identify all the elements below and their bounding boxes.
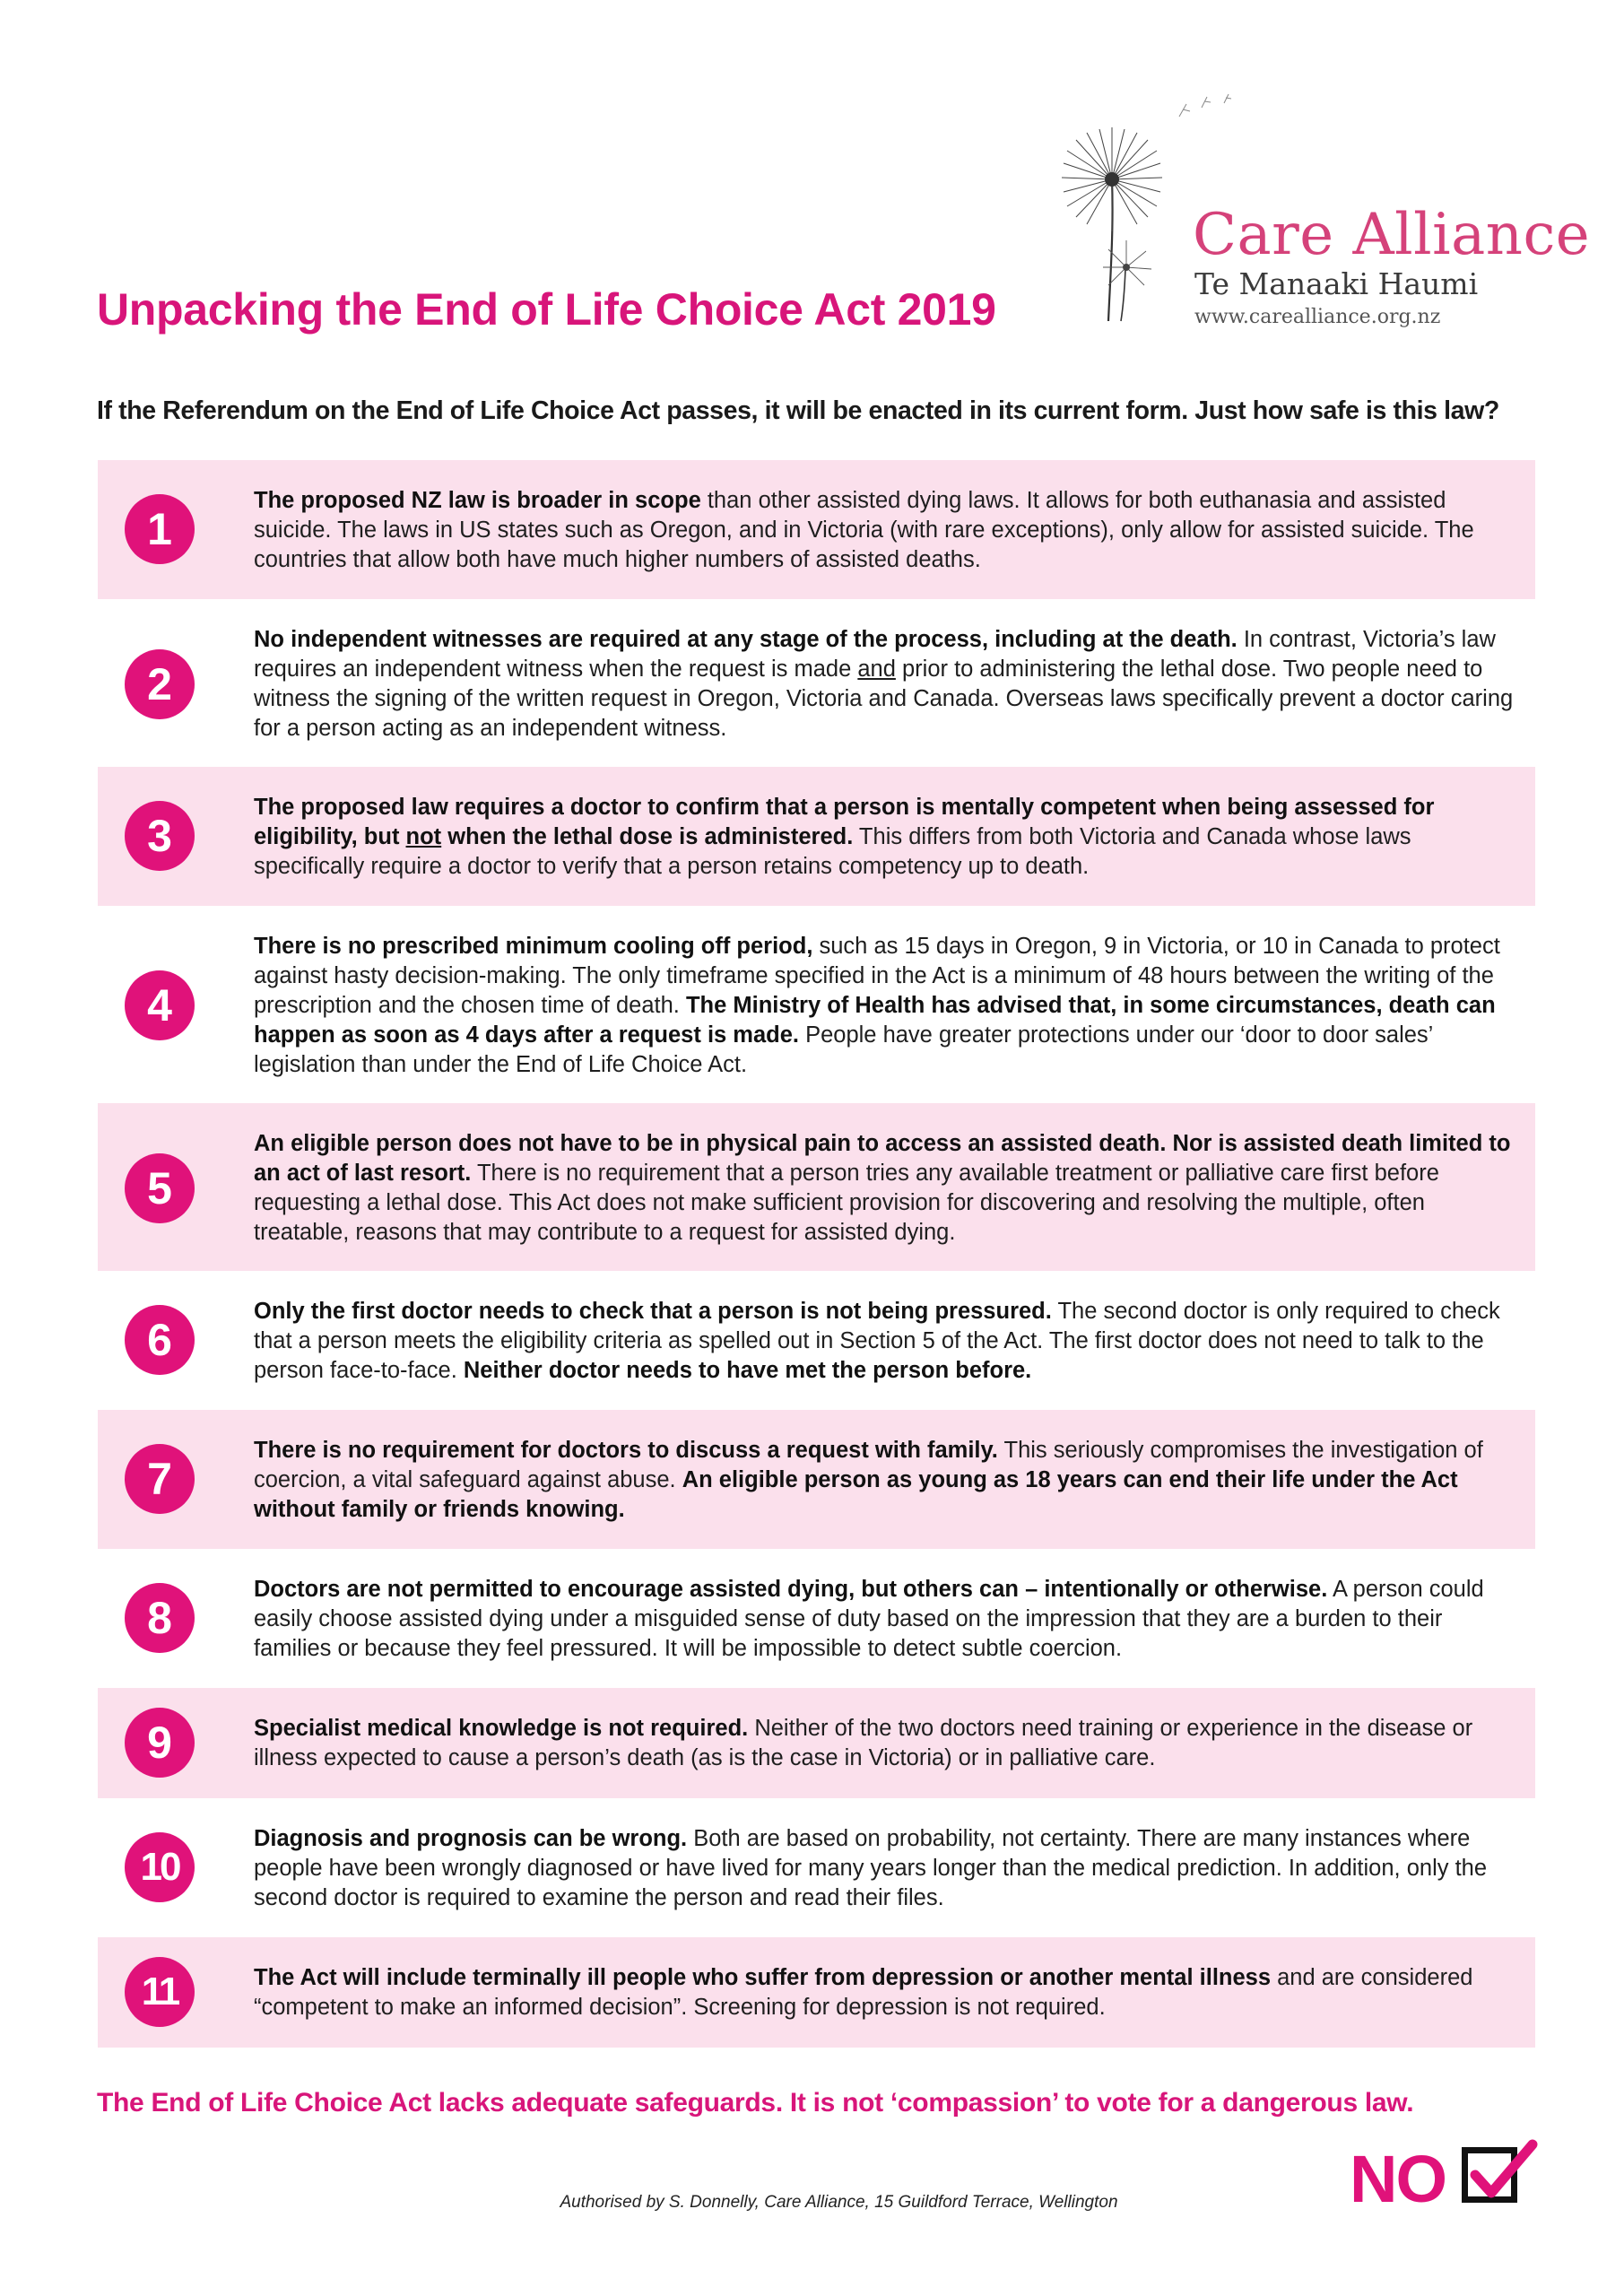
bold-text: The Act will include terminally ill people who suffer from depression or another mental illness [254,1965,1272,1990]
page-title: Unpacking the End of Life Choice Act 2019 [97,284,996,335]
care-alliance-logo [1058,81,1591,332]
bold-text: The Ministry of Health has advised that, in some circumstances, death can happen as soon as 4 days after a request is made. [254,993,1496,1048]
list-item [98,1798,1535,1937]
underlined-text: and [857,657,896,682]
item-text [254,1963,1514,2022]
plain-text: A person could easily choose assisted dying under a misguided sense of duty based on the impression that they are a burden to their families or because they feel pressured. It will be impossible to detect subtle coercion. [254,1577,1484,1661]
conclusion-statement: The End of Life Choice Act lacks adequate safeguards. It is not ‘compassion’ to vote for a dangerous law. [97,2088,1414,2118]
item-number-badge: 6 [125,1305,195,1375]
list-item [98,1410,1535,1549]
bold-underlined-text: not [405,824,442,849]
list-item [98,599,1535,767]
bold-text: There is no requirement for doctors to discuss a request with family. [254,1438,998,1463]
item-number-badge: 1 [125,494,195,564]
plain-text: than other assisted dying laws. It allows for both euthanasia and assisted suicide. The laws in US states such as Oregon, and in Victoria (with rare exceptions), only allow for assisted suicide. The countries that allow both have much higher numbers of assisted deaths. [254,488,1474,572]
list-item [98,1937,1535,2048]
plain-text: This differs from both Victoria and Canada whose laws specifically require a doctor to verify that a person retains competency up to death. [254,824,1411,879]
plain-text: The second doctor is only required to check that a person meets the eligibility criteria as spelled out in Section 5 of the Act. The first doctor does not need to talk to the person face-to-face. [254,1299,1500,1383]
bold-text: Neither doctor needs to have met the person before. [463,1358,1032,1383]
plain-text: such as 15 days in Oregon, 9 in Victoria, or 10 in Canada to protect against hasty decision-making. The only timeframe specified in the Act is a minimum of 48 hours between the writing of the prescription and the chosen time of death. [254,934,1500,1018]
bold-text: Specialist medical knowledge is not required. [254,1716,749,1741]
bold-text: Doctors are not permitted to encourage assisted dying, but others can – intentionally or otherwise. [254,1577,1328,1602]
plain-text: and are considered “competent to make an informed decision”. Screening for depression is not required. [254,1965,1473,2020]
item-number-badge: 11 [125,1957,195,2027]
item-text [254,1714,1514,1773]
item-text [254,1824,1514,1913]
plain-text: In contrast, Victoria’s law requires an independent witness when the request is made [254,627,1496,682]
bold-text: The proposed law requires a doctor to confirm that a person is mentally competent when being assessed for eligibility, but [254,795,1435,849]
item-number-badge: 3 [125,801,195,871]
logo-name: Care Alliance [1193,202,1591,268]
item-number-badge: 10 [125,1832,195,1902]
list-item [98,906,1535,1103]
item-number-badge: 9 [125,1708,195,1778]
logo-url: www.carealliance.org.nz [1194,306,1441,328]
item-text [254,1129,1514,1248]
list-item [98,460,1535,599]
bold-text: The proposed NZ law is broader in scope [254,488,701,513]
list-item [98,1271,1535,1410]
list-item [98,1103,1535,1271]
authorisation-footer: Authorised by S. Donnelly, Care Alliance, 15 Guildford Terrace, Wellington [560,2193,1118,2212]
item-number-badge: 8 [125,1583,195,1653]
bold-text: There is no prescribed minimum cooling off period, [254,934,813,959]
plain-text: prior to administering the lethal dose. Two people need to witness the signing of the written request in Oregon, Victoria and Canada. Overseas laws specifically prevent a doctor caring for a person acting as an independent witness. [254,657,1514,741]
plain-text: People have greater protections under our ‘door to door sales’ legislation than under the End of Life Choice Act. [254,1022,1433,1077]
item-text [254,1436,1514,1525]
list-item [98,1688,1535,1798]
bold-text: Diagnosis and prognosis can be wrong. [254,1826,688,1851]
plain-text: There is no requirement that a person tries any available treatment or palliative care first before requesting a lethal dose. This Act does not make sufficient provision for discovering and resolving the multiple, often treatable, reasons that may contribute to a request for assisted dying. [254,1161,1439,1245]
logo-subtitle: Te Manaaki Haumi [1194,266,1479,301]
item-number-badge: 7 [125,1444,195,1514]
item-number-badge: 5 [125,1153,195,1223]
item-number-badge: 4 [125,970,195,1040]
item-text [254,793,1514,882]
item-text [254,625,1514,744]
item-text [254,1575,1514,1664]
list-item [98,767,1535,906]
plain-text: Neither of the two doctors need training or experience in the disease or illness expected to cause a person’s death (as is the case in Victoria) or in palliative care. [254,1716,1473,1770]
bold-text: Only the first doctor needs to check that a person is not being pressured. [254,1299,1052,1324]
plain-text: Both are based on probability, not certainty. There are many instances where people have been wrongly diagnosed or have lived for many years longer than the medical prediction. In addition, only the second doctor is required to examine the person and read their files. [254,1826,1488,1910]
bold-text: No independent witnesses are required at any stage of the process, including at the death. [254,627,1238,652]
list-item [98,1549,1535,1688]
item-text [254,486,1514,575]
intro-question: If the Referendum on the End of Life Choice Act passes, it will be enacted in its current form. Just how safe is this law? [97,396,1499,425]
bold-text: An eligible person does not have to be in physical pain to access an assisted death. Nor is assisted death limited to an act of last resort. [254,1131,1511,1186]
bold-text: when the lethal dose is administered. [441,824,854,849]
vote-no-label: NO [1350,2142,1446,2216]
item-number-badge: 2 [125,649,195,719]
bold-text: An eligible person as young as 18 years can end their life under the Act without family or friends knowing. [254,1467,1458,1522]
item-text [254,1297,1514,1386]
plain-text: This seriously compromises the investigation of coercion, a vital safeguard against abuse. [254,1438,1483,1492]
item-text [254,932,1514,1080]
